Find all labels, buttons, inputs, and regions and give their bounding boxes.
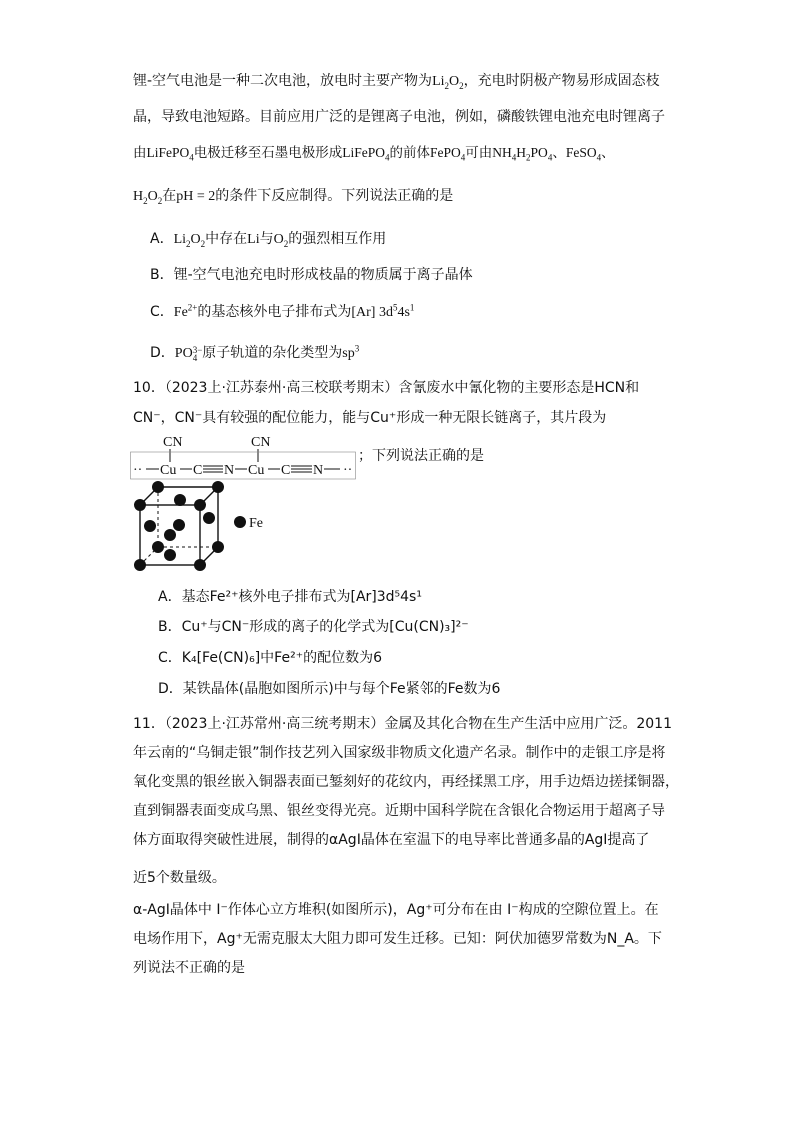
chain-c-1: C (193, 463, 203, 478)
fe-atom (174, 494, 186, 506)
fe-atom (144, 520, 156, 532)
q10-stem-line-1: 10．（2023上·江苏泰州·高三校联考期末）含氰废水中氰化物的主要形态是HCN和 (133, 380, 640, 396)
q10-stem-after-chain: ；下列说法正确的是 (358, 448, 484, 464)
fe-legend-dot (234, 516, 246, 528)
q9-stem-line-4: $H_2O_2$在pH = 2的条件下反应制得。下列说法正确的是 (133, 188, 454, 206)
fe-atom (212, 541, 224, 553)
chain-n-2: N (313, 463, 324, 478)
q10-option-d: D．某铁晶体(晶胞如图所示)中与每个Fe紧邻的Fe数为6 (158, 681, 501, 697)
chain-dots-right: ·· (343, 463, 353, 478)
q11-stem-line-4: 直到铜器表面变成乌黑、银丝变得光亮。近期中国科学院在含银化合物运用于超离子导 (133, 803, 665, 819)
iron-unit-cell-diagram (128, 478, 278, 578)
chain-dots-left: ·· (133, 463, 143, 478)
fe-atom (194, 559, 206, 571)
q11-stem-line-1: 11．（2023上·江苏常州·高三统考期末）金属及其化合物在生产生活中应用广泛。2011 (133, 716, 672, 732)
fe-atom (164, 529, 176, 541)
fe-atom (152, 541, 164, 553)
q11-stem-line-8: 电场作用下，Ag⁺无需克服太大阻力即可发生迁移。已知：阿伏加德罗常数为N_A。下 (133, 931, 662, 947)
q9-option-a: A．$Li_2O_2$中存在Li与$O_2$的强烈相互作用 (150, 231, 387, 249)
q10-option-b: B．Cu⁺与CN⁻形成的离子的化学式为[Cu(CN)₃]²⁻ (158, 619, 469, 635)
q10-stem-line-2: CN⁻，CN⁻具有较强的配位能力，能与Cu⁺形成一种无限长链离子，其片段为 (133, 410, 607, 426)
q11-stem-line-9: 列说法不正确的是 (133, 960, 245, 976)
fe-atom (203, 512, 215, 524)
fe-legend-label: Fe (249, 516, 263, 531)
q11-stem-line-6: 近5个数量级。 (133, 870, 226, 886)
fe-atom (134, 499, 146, 511)
q9-stem-line-2: 晶，导致电池短路。目前应用广泛的是锂离子电池，例如，磷酸铁锂电池充电时锂离子 (133, 109, 665, 125)
fe-atom (194, 499, 206, 511)
q9-option-c: C．$Fe^{2+}$的基态核外电子排布式为[Ar] $3d^54s^1$ (150, 302, 415, 320)
q9-option-b: B．锂-空气电池充电时形成枝晶的物质属于离子晶体 (150, 267, 473, 283)
q10-option-c: C．K₄[Fe(CN)₆]中Fe²⁺的配位数为6 (158, 650, 382, 666)
q9-option-d: D．PO 3− 4 原子轨道的杂化类型为$sp^3$ (150, 343, 360, 363)
fe-atom (152, 481, 164, 493)
chain-cu-1: Cu (160, 463, 177, 478)
chain-cn-label-1: CN (163, 435, 183, 450)
fe-atom (134, 559, 146, 571)
q10-option-a: A．基态Fe²⁺核外电子排布式为[Ar]3d⁵4s¹ (158, 589, 422, 605)
fe-atom (173, 519, 185, 531)
chain-cn-label-2: CN (251, 435, 271, 450)
chain-cu-2: Cu (248, 463, 265, 478)
q9-stem-line-1: 锂-空气电池是一种二次电池，放电时主要产物为$Li_2O_2$，充电时阴极产物易形成固态枝 (133, 73, 660, 91)
q11-stem-line-3: 氧化变黑的银丝嵌入铜器表面已錾刻好的花纹内，再经揉黑工序，用手边焐边搓揉铜器， (133, 774, 679, 790)
chain-n-1: N (224, 463, 235, 478)
q9-stem-line-3: 由LiFePO$_4$电极迁移至石墨电极形成LiFePO$_4$的前体FePO$_4$可由$NH_4H_2PO_4$、FeSO$_4$、 (133, 145, 615, 163)
q11-stem-line-2: 年云南的“乌铜走银”制作技艺列入国家级非物质文化遗产名录。制作中的走银工序是将 (133, 745, 666, 761)
fe-atom (164, 549, 176, 561)
fe-atom (212, 481, 224, 493)
q11-stem-line-7: α-AgI晶体中 I⁻作体心立方堆积(如图所示)，Ag⁺可分布在由 I⁻构成的空隙位置上。在 (133, 902, 659, 918)
chain-c-2: C (281, 463, 291, 478)
q11-stem-line-5: 体方面取得突破性进展，制得的αAgI晶体在室温下的电导率比普通多晶的AgI提高了 (133, 832, 650, 848)
